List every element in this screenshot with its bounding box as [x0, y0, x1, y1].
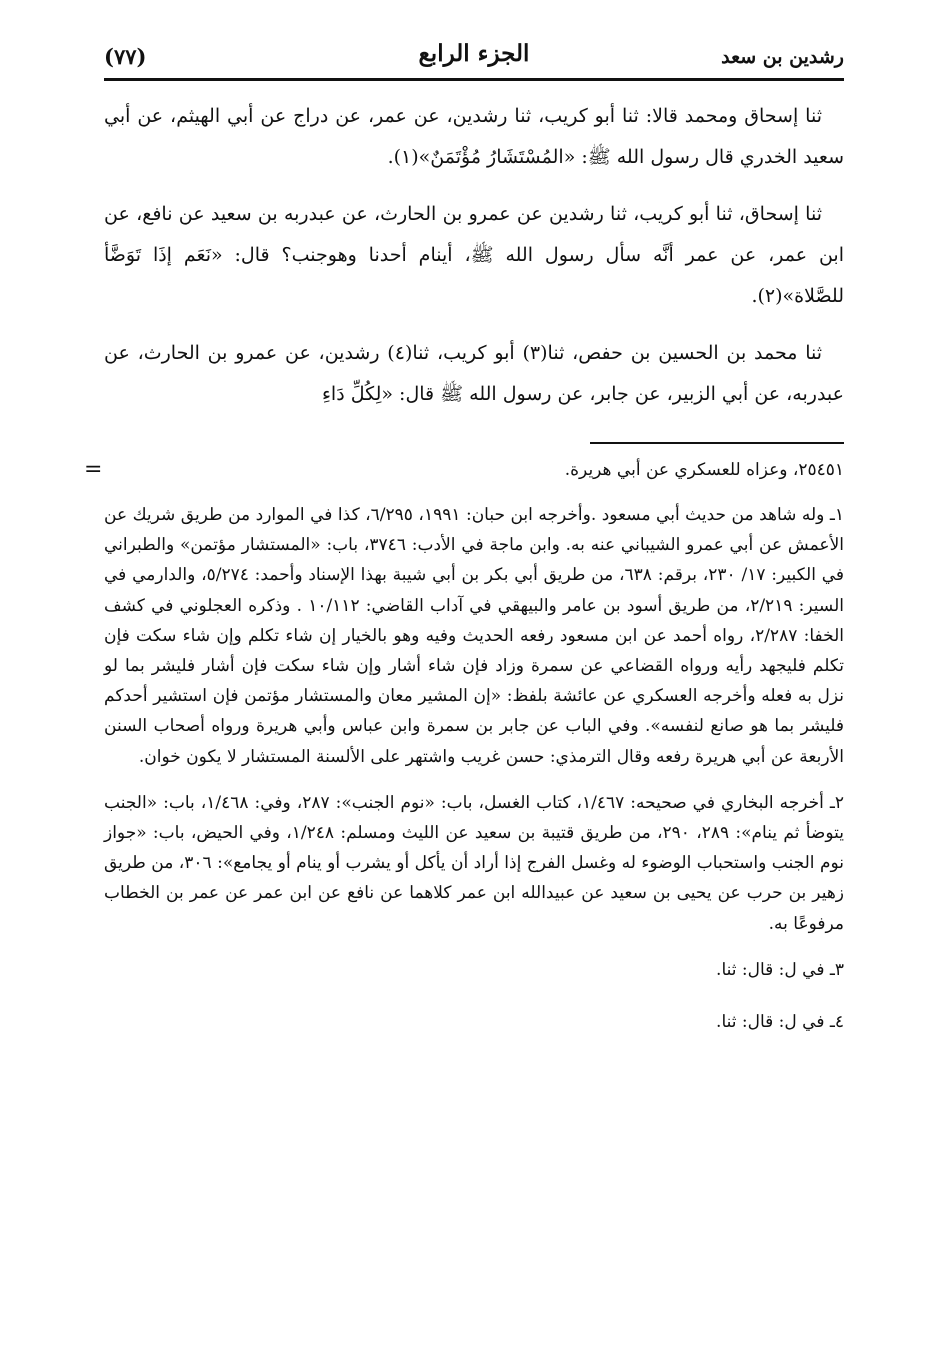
footnote-divider — [590, 442, 844, 444]
main-paragraph: ثنا إسحاق، ثنا أبو كريب، ثنا رشدين عن عمرو بن الحارث، عن عبدربه بن سعيد عن نافع، عن ابن عمر، عن عمر أنَّه سأل رسول الله ﷺ، أينام أحدنا وهوجنب؟ قال: «نَعَم إذَا تَوَضَّأ للصَّلاة»(٢). — [104, 203, 844, 307]
footnotes — [104, 500, 844, 1059]
footnote-1: ١ـ وله شاهد من حديث أبي مسعود .وأخرجه ابن حبان: ١٩٩١، ٦/٢٩٥، كذا في الموارد من طريق شريك عن الأعمش عن أبي عمرو الشيباني عنه به. وابن ماجة في الأدب: ٣٧٤٦، باب: «المستشار مؤتمن» والطبراني في الكبير: ١٧/ ٢٣٠، برقم: ٦٣٨، من طريق أبي بكر بن أبي شيبة بهذا الإسناد وأحمد: ٥/٢٧٤، والدارمي في السير: ٢/٢١٩، من طريق أسود بن عامر والبيهقي في آداب القاضي: ١٠/١١٢ . وذكره العجلوني في كشف الخفا: ٢/٢٨٧، رواه أحمد عن ابن مسعود رفعه الحديث وفيه وهو بالخيار إن شاء تكلم وإن شاء سكت فإن تكلم فليجهد رأيه ورواه القضاعي عن سمرة وزاد فإن شاء أشار وإن شاء سكت فإن أشار فليشر بما لو نزل به فعله وأخرجه العسكري عن عائشة بلفظ: «إن المشير معان والمستشار مؤتمن فإن استشير أحدكم فليشر بما هو صانع لنفسه». وفي الباب عن جابر بن سمرة وابن عباس وأبي هريرة ورواه أصحاب السنن الأربعة عن أبي هريرة رفعه وقال الترمذي: حسن غريب واشتهر على الألسنة المستشار لا يكون خوان. — [104, 505, 845, 767]
main-paragraph: ثنا إسحاق ومحمد قالا: ثنا أبو كريب، ثنا رشدين، عن عمر، عن دراج عن أبي الهيثم، عن أبي سعيد الخدري قال رسول الله ﷺ: «المُسْتَشَارُ مُؤْتَمَنٌ»(١). — [104, 105, 844, 168]
continuation-marker: = — [84, 457, 103, 482]
running-header-part: الجزء الرابع — [418, 40, 530, 67]
footnote-continuation — [84, 454, 844, 486]
running-header-author: رشدين بن سعد — [721, 46, 844, 68]
footnote-continuation-text: ٢٥٤٥١، وعزاه للعسكري عن أبي هريرة. — [564, 460, 844, 480]
main-paragraph: ثنا محمد بن الحسين بن حفص، ثنا(٣) أبو كريب، ثنا(٤) رشدين، عن عمرو بن الحارث، عن عبدربه، عن أبي الزبير، عن جابر، عن رسول الله ﷺ قال: «لِكُلِّ دَاءِ — [104, 342, 844, 405]
footnote-3: ٣ـ في ل: قال: ثنا. — [716, 959, 844, 980]
header-divider — [104, 78, 844, 81]
running-header — [104, 40, 844, 80]
main-text — [104, 96, 844, 431]
footnote-2: ٢ـ أخرجه البخاري في صحيحه: ١/٤٦٧، كتاب الغسل، باب: «نوم الجنب»: ٢٨٧، وفي: ١/٤٦٨، باب: «الجنب يتوضأ ثم ينام»: ٢٨٩، ٢٩٠، من طريق قتيبة بن سعيد عن الليث ومسلم: ١/٢٤٨، وفي الحيض، باب: «جواز نوم الجنب واستحباب الوضوء له وغسل الفرج إذا أراد أن يأكل أو يشرب أو ينام أو يجامع»: ٣٠٦، من طريق زهير بن حرب عن يحيى بن سعيد عن عبيدالله ابن عمر كلاهما عن نافع عن ابن عمر عن عمر بن الخطاب مرفوعًا به. — [104, 792, 845, 934]
footnote-4: ٤ـ في ل: قال: ثنا. — [716, 1012, 844, 1033]
page-number: (٧٧) — [104, 44, 147, 69]
